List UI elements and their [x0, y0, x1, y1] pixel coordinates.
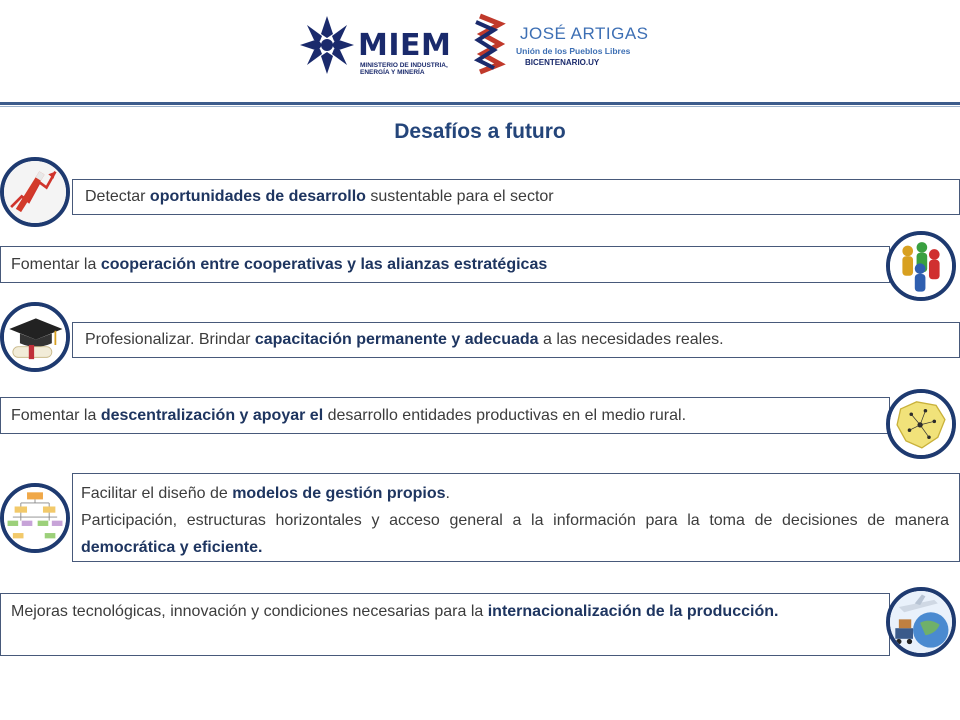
- artigas-logo-url: BICENTENARIO.UY: [525, 58, 600, 67]
- org-chart-icon: [0, 483, 70, 553]
- header-divider-thin: [0, 106, 960, 107]
- challenge-text-1: Detectar oportunidades de desarrollo sustentable para el sector: [85, 188, 554, 205]
- challenge-text-5a: Facilitar el diseño de modelos de gestión propios.: [81, 485, 450, 502]
- challenge-item-6: [0, 593, 890, 656]
- artigas-logo-title: JOSÉ ARTIGAS: [520, 24, 649, 43]
- teamwork-puzzle-icon: [886, 231, 956, 301]
- header-divider: [0, 102, 960, 105]
- challenge-item-3: [72, 322, 960, 358]
- challenge-text-5b: Participación, estructuras horizontales y acceso general a la información para la toma de decisiones de manera democrática y eficiente.: [81, 512, 949, 556]
- challenge-text-4: Fomentar la descentralización y apoyar el desarrollo entidades productivas en el medio rural.: [11, 406, 687, 424]
- artigas-emblem-icon: [472, 12, 508, 76]
- challenge-item-2: [0, 246, 890, 283]
- challenge-item-1: [72, 179, 960, 215]
- miem-logo-subtitle: MINISTERIO DE INDUSTRIA, ENERGÍA Y MINERÍA: [360, 62, 448, 76]
- logistics-globe-icon: [886, 587, 956, 657]
- artigas-logo-subtitle: Unión de los Pueblos Libres: [516, 46, 631, 56]
- miem-logo-title: MIEM: [358, 28, 452, 63]
- artigas-logo: [470, 10, 650, 80]
- header-logos: [0, 0, 960, 100]
- challenge-text-6: Mejoras tecnológicas, innovación y condiciones necesarias para la internacionalización de la producción.: [11, 603, 779, 620]
- challenge-item-4: [0, 397, 890, 434]
- page-title: Desafíos a futuro: [394, 120, 566, 143]
- challenge-text-2: Fomentar la cooperación entre cooperativas y las alianzas estratégicas: [11, 255, 548, 273]
- graduation-cap-icon: [0, 302, 70, 372]
- challenge-text-3: Profesionalizar. Brindar capacitación permanente y adecuada a las necesidades reales.: [85, 331, 724, 348]
- map-network-icon: [886, 389, 956, 459]
- challenge-item-5: [72, 473, 960, 562]
- chart-pen-icon: [0, 157, 70, 227]
- miem-logo: [298, 10, 458, 80]
- miem-star-icon: [298, 14, 356, 76]
